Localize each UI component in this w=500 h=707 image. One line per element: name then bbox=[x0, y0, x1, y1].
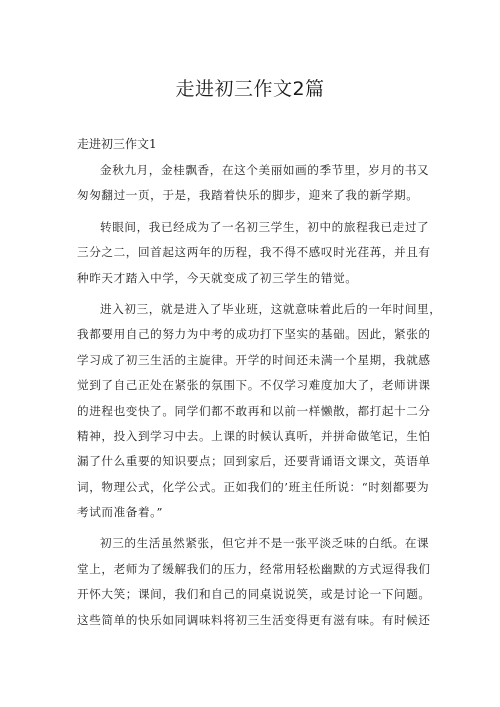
text-line: 我都要用自己的努力为中考的成功打下坚实的基础。因此，紧张的 bbox=[77, 327, 431, 342]
text-line: 种昨天才踏入中学，今天就变成了初三学生的错觉。 bbox=[77, 270, 358, 285]
text-line: 精神，投入到学习中去。上课的时候认真听，并拼命做笔记，生怕 bbox=[77, 428, 431, 443]
text-line: 这些简单的快乐如同调味料将初三生活变得更有滋有味。有时候还 bbox=[77, 612, 431, 627]
text-line: 觉到了自己正处在紧张的氛围下。不仅学习难度加大了，老师讲课 bbox=[77, 378, 431, 393]
text-line: 堂上，老师为了缓解我们的压力，经常用轻松幽默的方式逗得我们 bbox=[77, 561, 431, 576]
paragraph bbox=[77, 158, 437, 209]
text-line: 词，物理公式，化学公式。正如我们的’班主任所说：“时刻都要为 bbox=[77, 479, 430, 494]
essay-subtitle: 走进初三作文1 bbox=[77, 137, 157, 151]
text-line: 学习成了初三生活的主旋律。开学的时间还未满一个星期，我就感 bbox=[77, 352, 431, 367]
document-title: 走进初三作文2篇 bbox=[175, 78, 325, 100]
text-line: 进入初三，就是进入了毕业班，这就意味着此后的一年时间里， bbox=[100, 301, 442, 316]
text-line: 三分之二，回首起这两年的历程，我不得不感叹时光荏苒，并且有 bbox=[77, 245, 431, 260]
text-line: 开怀大笑；课间，我们和自己的同桌说说笑，或是讨论一下问题。 bbox=[77, 587, 431, 602]
paragraph bbox=[77, 215, 437, 291]
text-line: 匆匆翻过一页，于是，我踏着快乐的脚步，迎来了我的新学期。 bbox=[77, 188, 419, 203]
essay-body bbox=[77, 158, 442, 633]
paragraph bbox=[77, 297, 442, 526]
paragraph bbox=[77, 531, 437, 633]
text-line: 金秋九月，金桂飘香，在这个美丽如画的季节里，岁月的书又 bbox=[100, 163, 430, 177]
text-line: 转眼间，我已经成为了一名初三学生，初中的旅程我已走过了 bbox=[100, 219, 430, 234]
text-line: 漏了什么重要的知识要点；回到家后，还要背诵语文课文，英语单 bbox=[77, 454, 431, 469]
text-line: 考试而准备着。” bbox=[77, 505, 164, 520]
text-line: 初三的生活虽然紧张，但它并不是一张平淡乏味的白纸。在课 bbox=[100, 536, 430, 551]
text-line: 的进程也变快了。同学们都不敢再和以前一样懒散，都打起十二分 bbox=[77, 403, 431, 418]
